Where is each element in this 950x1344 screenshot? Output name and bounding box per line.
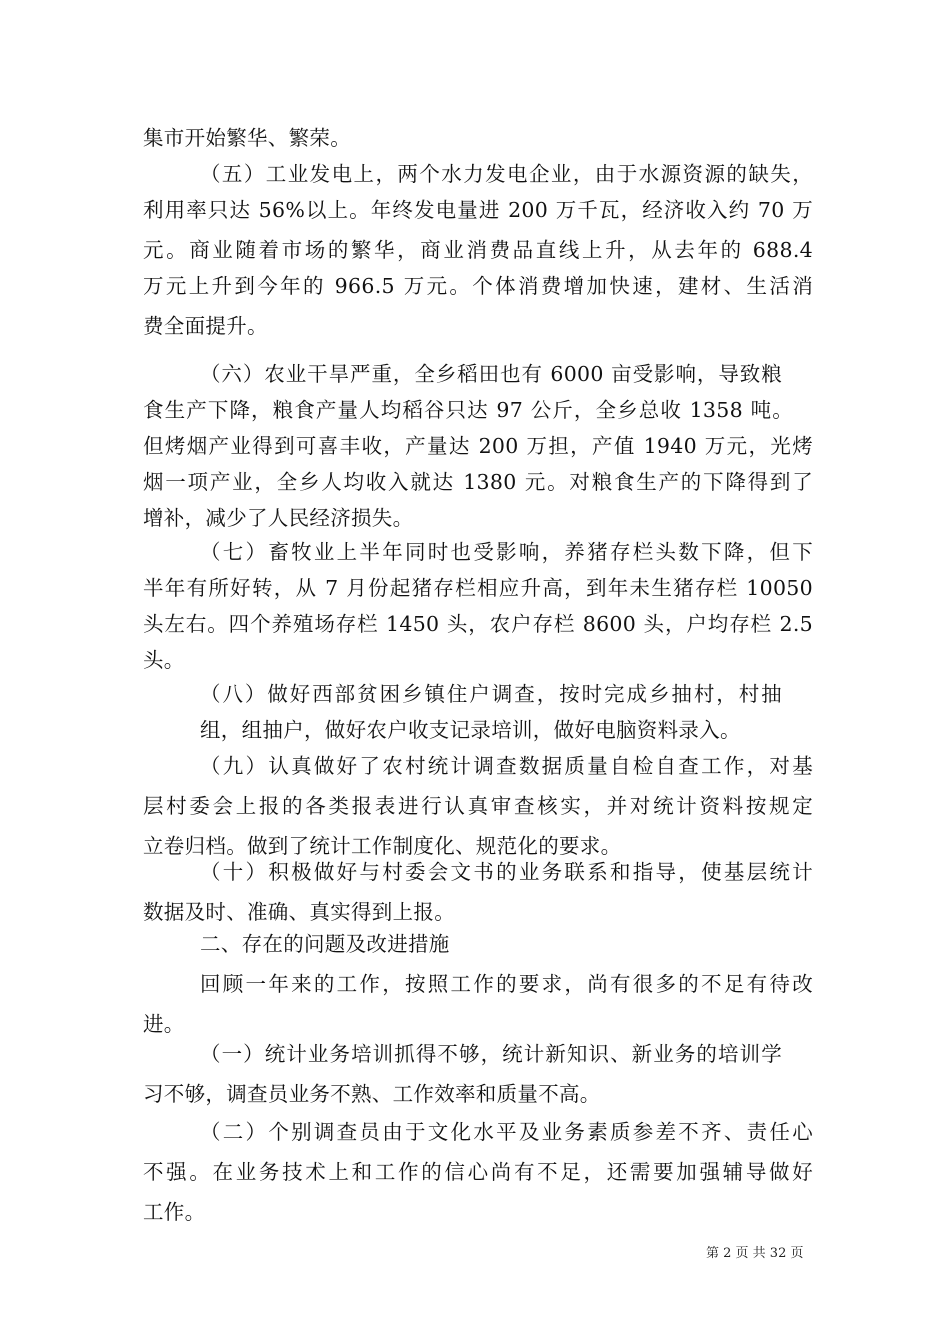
text-line: （九）认真做好了农村统计调查数据质量自检自查工作，对基: [200, 754, 813, 778]
section-heading: 二、存在的问题及改进措施: [200, 932, 450, 956]
text-line: 不强。在业务技术上和工作的信心尚有不足，还需要加强辅导做好: [143, 1160, 813, 1184]
text-line: 半年有所好转，从 7 月份起猪存栏相应升高，到年未生猪存栏 10050: [143, 576, 813, 600]
text-line: 回顾一年来的工作，按照工作的要求，尚有很多的不足有待改: [200, 972, 813, 996]
text-line: 费全面提升。: [143, 314, 268, 338]
text-line: 组，组抽户，做好农户收支记录培训，做好电脑资料录入。: [200, 718, 741, 742]
text-line: （六）农业干旱严重，全乡稻田也有 6000 亩受影响，导致粮: [200, 362, 782, 386]
text-line: 进。: [143, 1012, 185, 1036]
text-line: （八）做好西部贫困乡镇住户调查，按时完成乡抽村，村抽: [200, 682, 782, 706]
text-line: 食生产下降，粮食产量人均稻谷只达 97 公斤，全乡总收 1358 吨。: [143, 398, 793, 422]
text-line: （五）工业发电上，两个水力发电企业，由于水源资源的缺失，: [200, 162, 813, 186]
text-line: （七）畜牧业上半年同时也受影响，养猪存栏头数下降，但下: [200, 540, 813, 564]
text-line: 烟一项产业，全乡人均收入就达 1380 元。对粮食生产的下降得到了: [143, 470, 813, 494]
text-line: 习不够，调查员业务不熟、工作效率和质量不高。: [143, 1082, 601, 1106]
text-line: 头。: [143, 648, 185, 672]
text-line: 但烤烟产业得到可喜丰收，产量达 200 万担，产值 1940 万元，光烤: [143, 434, 813, 458]
text-line: 万元上升到今年的 966.5 万元。个体消费增加快速，建材、生活消: [143, 274, 813, 298]
page-number: 第 2 页 共 32 页: [706, 1246, 804, 1261]
text-line: 头左右。四个养殖场存栏 1450 头，农户存栏 8600 头，户均存栏 2.5: [143, 612, 813, 636]
text-line: 增补，减少了人民经济损失。: [143, 506, 414, 530]
text-line: （一）统计业务培训抓得不够，统计新知识、新业务的培训学: [200, 1042, 782, 1066]
text-line: 数据及时、准确、真实得到上报。: [143, 900, 455, 924]
text-line: （二）个别调查员由于文化水平及业务素质参差不齐、责任心: [200, 1120, 813, 1144]
text-line: 工作。: [143, 1200, 206, 1224]
text-line: （十）积极做好与村委会文书的业务联系和指导，使基层统计: [200, 860, 813, 884]
text-line: 利用率只达 56%以上。年终发电量进 200 万千瓦，经济收入约 70 万: [143, 198, 813, 222]
text-line: 立卷归档。做到了统计工作制度化、规范化的要求。: [143, 834, 622, 858]
text-line: 集市开始繁华、繁荣。: [143, 126, 351, 150]
text-line: 元。商业随着市场的繁华，商业消费品直线上升，从去年的 688.4: [143, 238, 813, 262]
text-line: 层村委会上报的各类报表进行认真审查核实，并对统计资料按规定: [143, 794, 813, 818]
